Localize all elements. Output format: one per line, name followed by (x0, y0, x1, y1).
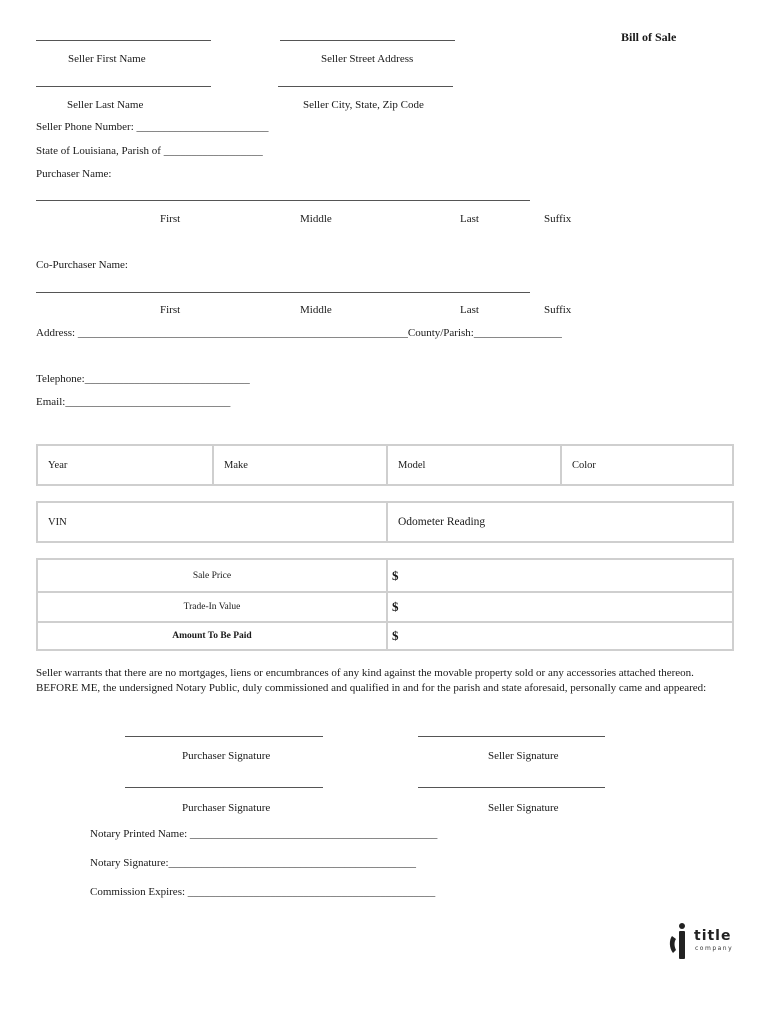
co-purchaser-name-label: Co-Purchaser Name: (36, 259, 128, 271)
model-cell[interactable] (386, 446, 560, 484)
seller-phone-field[interactable]: Seller Phone Number: ________________________ (36, 121, 269, 133)
amount-paid-label: Amount To Be Paid (172, 631, 252, 641)
telephone-field[interactable]: Telephone:______________________________ (36, 373, 250, 385)
seller-signature-line-2[interactable] (418, 787, 605, 788)
amount-paid-row (38, 621, 732, 649)
purchaser-name-line[interactable] (36, 200, 530, 201)
make-label: Make (224, 459, 248, 471)
year-cell[interactable] (38, 446, 212, 484)
address-field[interactable]: Address: ____________________________________________________________County/Parish:________________ (36, 327, 562, 339)
purchaser-signature-line-1[interactable] (125, 736, 323, 737)
vin-label: VIN (48, 516, 67, 528)
notary-printed-name-field[interactable]: Notary Printed Name: _____________________________________________ (90, 828, 438, 840)
co-purchaser-middle-label: Middle (300, 304, 332, 316)
co-purchaser-suffix-label: Suffix (544, 304, 572, 316)
email-field[interactable]: Email:______________________________ (36, 396, 231, 408)
co-purchaser-first-label: First (160, 304, 181, 316)
commission-expires-field[interactable]: Commission Expires: _____________________________________________ (90, 886, 436, 898)
vehicle-info-row2 (36, 501, 734, 543)
notary-signature-field[interactable]: Notary Signature:_____________________________________________ (90, 857, 417, 869)
year-label: Year (48, 459, 68, 471)
logo-subword: company (695, 945, 734, 952)
seller-first-name-label: Seller First Name (68, 53, 146, 65)
vin-cell[interactable] (38, 503, 386, 541)
seller-signature-label-2: Seller Signature (488, 802, 559, 814)
title-company-logo (668, 922, 738, 962)
pricing-table (36, 558, 734, 651)
seller-city-state-zip-line[interactable] (278, 86, 453, 87)
purchaser-suffix-label: Suffix (544, 213, 572, 225)
trade-in-field[interactable]: $ (386, 593, 732, 621)
warranty-statement: Seller warrants that there are no mortgages, liens or encumbrances of any kind against the movable property sold or any accessories attached thereon. BEFORE ME, the undersigned Notary Public, duly commissioned and qualified in and for the parish and state aforesaid, personally came and appeared: (36, 667, 707, 694)
color-label: Color (572, 459, 596, 471)
purchaser-middle-label: Middle (300, 213, 332, 225)
vehicle-info-row1 (36, 444, 734, 486)
seller-last-name-label: Seller Last Name (67, 99, 144, 111)
seller-city-state-zip-label: Seller City, State, Zip Code (303, 99, 424, 111)
seller-signature-line-1[interactable] (418, 736, 605, 737)
logo-word: title (694, 928, 732, 944)
amount-paid-field[interactable]: $ (386, 623, 732, 649)
purchaser-signature-label-1: Purchaser Signature (182, 750, 271, 762)
sale-price-field[interactable]: $ (386, 560, 732, 591)
color-cell[interactable] (560, 446, 732, 484)
odometer-label: Odometer Reading (398, 516, 486, 528)
purchaser-signature-line-2[interactable] (125, 787, 323, 788)
seller-first-name-line[interactable] (36, 40, 211, 41)
seller-signature-label-1: Seller Signature (488, 750, 559, 762)
make-cell[interactable] (212, 446, 386, 484)
trade-in-label: Trade-In Value (183, 602, 241, 612)
trade-in-row (38, 591, 732, 621)
purchaser-name-label: Purchaser Name: (36, 168, 112, 180)
purchaser-last-label: Last (460, 213, 479, 225)
purchaser-signature-label-2: Purchaser Signature (182, 802, 271, 814)
document-title: Bill of Sale (621, 30, 677, 44)
sale-price-label: Sale Price (192, 570, 232, 581)
seller-street-address-label: Seller Street Address (321, 53, 414, 65)
co-purchaser-last-label: Last (460, 304, 479, 316)
seller-street-address-line[interactable] (280, 40, 455, 41)
seller-last-name-line[interactable] (36, 86, 211, 87)
state-parish-field[interactable]: State of Louisiana, Parish of __________________ (36, 145, 263, 157)
model-label: Model (398, 459, 426, 471)
sale-price-row (38, 560, 732, 591)
odometer-cell[interactable] (386, 503, 732, 541)
purchaser-first-label: First (160, 213, 181, 225)
co-purchaser-name-line[interactable] (36, 292, 530, 293)
